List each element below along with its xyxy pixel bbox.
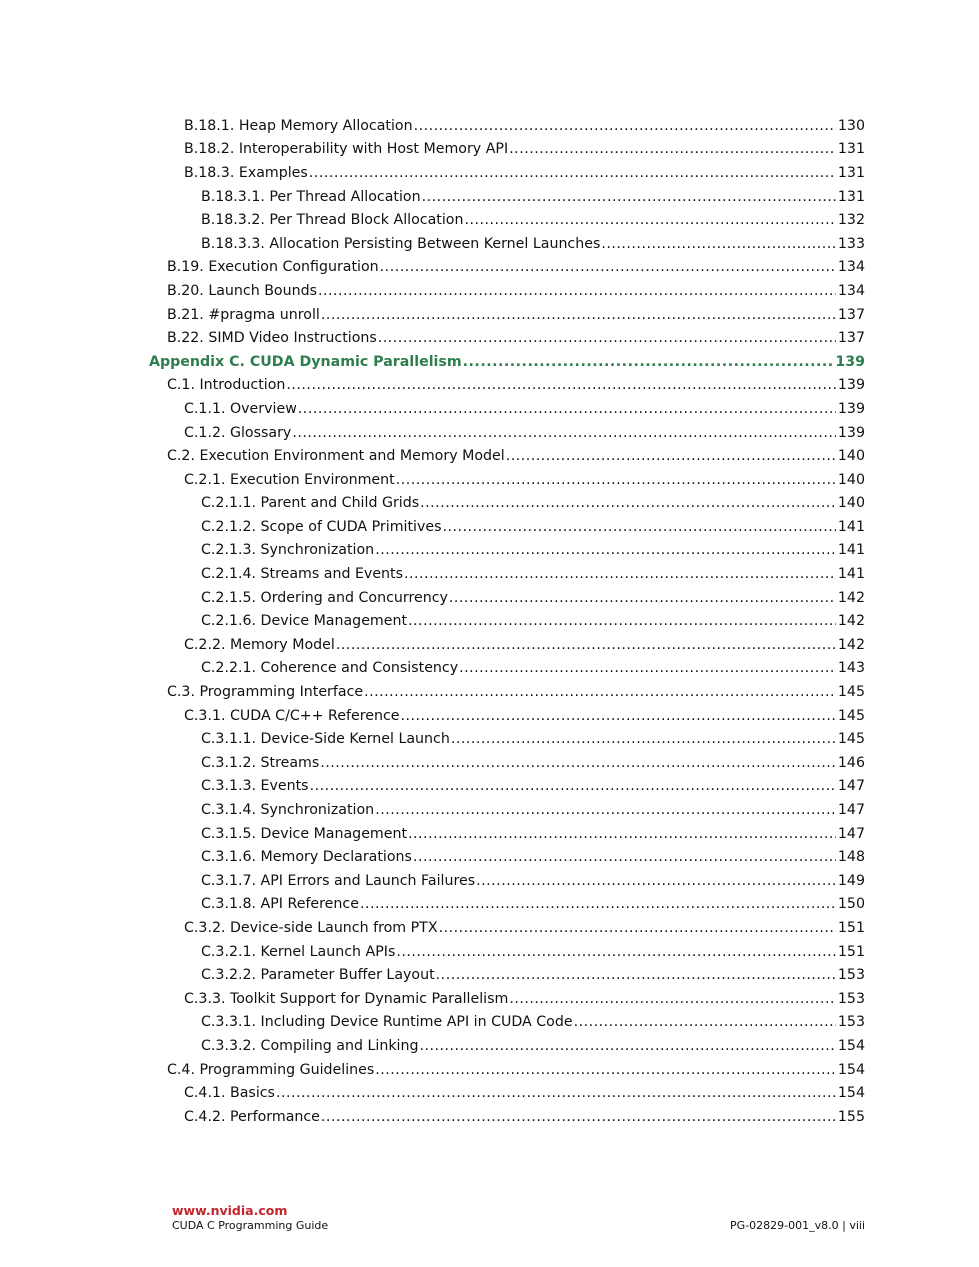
toc-page-number: 133 [837, 235, 865, 252]
toc-dot-leader [463, 354, 834, 370]
toc-entry[interactable] [0, 303, 979, 327]
toc-entry-label: C.2. Execution Environment and Memory Model [167, 448, 505, 465]
toc-dot-leader [459, 660, 836, 676]
toc-entry-label: C.3.3.2. Compiling and Linking [201, 1037, 419, 1054]
toc-page-number: 142 [837, 589, 865, 606]
toc-entry-label: C.3.1.1. Device-Side Kernel Launch [201, 731, 450, 748]
toc-page-number: 141 [837, 518, 865, 535]
toc-entry-label: B.20. Launch Bounds [167, 282, 317, 299]
toc-page-number: 137 [837, 306, 865, 323]
toc-dot-leader [422, 189, 836, 205]
toc-dot-leader [451, 731, 836, 747]
toc-page-number: 154 [837, 1037, 865, 1054]
toc-page-number: 139 [837, 377, 865, 394]
toc-entry[interactable] [0, 444, 979, 468]
toc-page-number: 134 [837, 259, 865, 276]
toc-entry-label: C.1.2. Glossary [184, 424, 292, 441]
toc-dot-leader [449, 590, 836, 606]
toc-entry-label: C.4.2. Performance [184, 1108, 320, 1125]
toc-entry-label: C.3.2. Device-side Launch from PTX [184, 919, 438, 936]
toc-entry[interactable] [0, 633, 979, 657]
toc-page-number: 151 [837, 943, 865, 960]
toc-entry-label: C.4. Programming Guidelines [167, 1061, 375, 1078]
toc-page-number: 131 [837, 164, 865, 181]
toc-entry-label: C.2.2.1. Coherence and Consistency [201, 660, 459, 677]
footer-url-link[interactable]: www.nvidia.com [172, 1203, 288, 1218]
toc-entry-label: B.18.3.2. Per Thread Block Allocation [201, 212, 464, 229]
toc-dot-leader [419, 1038, 835, 1054]
toc-page-number: 153 [837, 967, 865, 984]
toc-entry-label: C.4.1. Basics [184, 1085, 275, 1102]
toc-dot-leader [318, 283, 836, 299]
toc-dot-leader [292, 425, 836, 441]
toc-entry[interactable] [0, 775, 979, 799]
table-of-contents [0, 114, 979, 1129]
toc-entry-label: Appendix C. CUDA Dynamic Parallelism [149, 353, 462, 370]
toc-entry[interactable] [0, 680, 979, 704]
toc-entry[interactable] [0, 397, 979, 421]
toc-dot-leader [276, 1085, 836, 1101]
toc-entry-label: C.3.1.6. Memory Declarations [201, 849, 412, 866]
toc-page-number: 130 [837, 117, 865, 134]
toc-page-number: 139 [835, 353, 865, 370]
toc-page-number: 131 [837, 188, 865, 205]
toc-entry-label: C.3.3.1. Including Device Runtime API in CUDA Code [201, 1014, 573, 1031]
toc-entry-label: C.1. Introduction [167, 377, 286, 394]
toc-entry[interactable] [0, 1058, 979, 1082]
toc-page-number: 151 [837, 919, 865, 936]
toc-dot-leader [380, 259, 836, 275]
toc-entry[interactable] [0, 1011, 979, 1035]
toc-dot-leader [321, 307, 836, 323]
toc-dot-leader [408, 613, 836, 629]
toc-page-number: 154 [837, 1085, 865, 1102]
toc-entry-label: C.2.1.5. Ordering and Concurrency [201, 589, 448, 606]
toc-entry-label: C.2.1.3. Synchronization [201, 542, 375, 559]
toc-entry[interactable] [0, 893, 979, 917]
toc-entry-label: B.18.3.1. Per Thread Allocation [201, 188, 421, 205]
toc-dot-leader [375, 802, 836, 818]
toc-dot-leader [396, 944, 836, 960]
toc-page-number: 142 [837, 613, 865, 630]
toc-page-number: 143 [837, 660, 865, 677]
toc-entry[interactable] [0, 1105, 979, 1129]
toc-page-number: 155 [837, 1108, 865, 1125]
toc-dot-leader [360, 896, 836, 912]
toc-entry[interactable] [0, 609, 979, 633]
toc-entry[interactable] [0, 468, 979, 492]
toc-page-number: 154 [837, 1061, 865, 1078]
toc-entry[interactable] [0, 539, 979, 563]
toc-entry[interactable] [0, 751, 979, 775]
toc-dot-leader [401, 708, 836, 724]
footer-doc-id: PG-02829-001_v8.0 | viii [730, 1219, 865, 1232]
toc-entry[interactable] [0, 1034, 979, 1058]
toc-entry[interactable] [0, 704, 979, 728]
toc-dot-leader [601, 236, 836, 252]
toc-entry-label: B.18.2. Interoperability with Host Memory API [184, 141, 509, 158]
toc-entry[interactable] [0, 492, 979, 516]
toc-page-number: 153 [837, 1014, 865, 1031]
toc-page-number: 139 [837, 400, 865, 417]
toc-page-number: 145 [837, 731, 865, 748]
toc-page-number: 141 [837, 566, 865, 583]
toc-dot-leader [506, 448, 836, 464]
toc-page-number: 145 [837, 684, 865, 701]
toc-dot-leader [310, 778, 836, 794]
toc-entry-label: C.3. Programming Interface [167, 684, 364, 701]
toc-dot-leader [378, 330, 836, 346]
toc-entry-label: C.2.1.4. Streams and Events [201, 566, 404, 583]
toc-dot-leader [509, 991, 836, 1007]
toc-entry[interactable] [0, 208, 979, 232]
toc-dot-leader [574, 1014, 836, 1030]
toc-entry[interactable] [0, 562, 979, 586]
toc-page-number: 146 [837, 754, 865, 771]
toc-entry[interactable] [0, 845, 979, 869]
toc-entry[interactable] [0, 798, 979, 822]
toc-dot-leader [321, 1109, 836, 1125]
footer-left [172, 1203, 328, 1233]
toc-entry-label: C.2.1. Execution Environment [184, 471, 395, 488]
toc-entry-label: C.3.1.2. Streams [201, 754, 320, 771]
toc-page-number: 139 [837, 424, 865, 441]
toc-entry[interactable] [0, 727, 979, 751]
toc-entry-label: C.3.1.3. Events [201, 778, 309, 795]
toc-entry[interactable] [0, 657, 979, 681]
toc-entry[interactable] [0, 987, 979, 1011]
toc-entry-label: C.3.2.1. Kernel Launch APIs [201, 943, 396, 960]
toc-entry-label: C.2.1.6. Device Management [201, 613, 408, 630]
toc-page-number: 147 [837, 802, 865, 819]
toc-entry-label: B.22. SIMD Video Instructions [167, 330, 377, 347]
toc-dot-leader [336, 637, 836, 653]
toc-dot-leader [404, 566, 836, 582]
toc-dot-leader [320, 755, 836, 771]
toc-dot-leader [413, 849, 836, 865]
toc-dot-leader [443, 519, 836, 535]
toc-page-number: 134 [837, 282, 865, 299]
toc-entry-label: C.3.3. Toolkit Support for Dynamic Parallelism [184, 990, 509, 1007]
toc-dot-leader [464, 212, 835, 228]
toc-dot-leader [436, 967, 836, 983]
toc-entry[interactable] [0, 374, 979, 398]
toc-dot-leader [375, 1062, 836, 1078]
toc-dot-leader [509, 141, 836, 157]
toc-page-number: 147 [837, 825, 865, 842]
toc-page-number: 141 [837, 542, 865, 559]
toc-dot-leader [298, 401, 836, 417]
toc-entry-label: C.3.1.8. API Reference [201, 896, 359, 913]
toc-dot-leader [364, 684, 836, 700]
toc-entry[interactable] [0, 279, 979, 303]
toc-entry[interactable] [0, 1081, 979, 1105]
toc-entry-label: B.21. #pragma unroll [167, 306, 320, 323]
toc-entry[interactable] [0, 869, 979, 893]
toc-page-number: 137 [837, 330, 865, 347]
toc-entry-label: C.1.1. Overview [184, 400, 297, 417]
toc-page-number: 131 [837, 141, 865, 158]
toc-page-number: 132 [837, 212, 865, 229]
toc-entry[interactable] [0, 940, 979, 964]
toc-appendix-heading[interactable] [0, 350, 979, 374]
toc-entry[interactable] [0, 916, 979, 940]
toc-page-number: 140 [837, 495, 865, 512]
toc-dot-leader [408, 826, 836, 842]
toc-page-number: 150 [837, 896, 865, 913]
toc-entry-label: B.18.3. Examples [184, 164, 308, 181]
toc-page-number: 153 [837, 990, 865, 1007]
toc-entry[interactable] [0, 256, 979, 280]
toc-entry-label: B.18.3.3. Allocation Persisting Between Kernel Launches [201, 235, 601, 252]
toc-dot-leader [420, 495, 836, 511]
footer-guide-title: CUDA C Programming Guide [172, 1219, 329, 1232]
toc-dot-leader [476, 873, 836, 889]
toc-entry[interactable] [0, 185, 979, 209]
toc-entry[interactable] [0, 421, 979, 445]
toc-entry[interactable] [0, 114, 979, 138]
toc-entry[interactable] [0, 326, 979, 350]
toc-entry[interactable] [0, 515, 979, 539]
toc-dot-leader [414, 118, 836, 134]
toc-entry-label: C.2.2. Memory Model [184, 636, 335, 653]
toc-page-number: 140 [837, 448, 865, 465]
toc-dot-leader [286, 377, 836, 393]
toc-dot-leader [396, 472, 836, 488]
toc-entry-label: C.2.1.2. Scope of CUDA Primitives [201, 518, 442, 535]
toc-dot-leader [375, 542, 836, 558]
toc-page-number: 149 [837, 872, 865, 889]
toc-dot-leader [439, 920, 836, 936]
toc-entry[interactable] [0, 138, 979, 162]
toc-entry[interactable] [0, 161, 979, 185]
toc-entry[interactable] [0, 232, 979, 256]
toc-entry-label: B.19. Execution Configuration [167, 259, 379, 276]
toc-entry[interactable] [0, 822, 979, 846]
toc-entry-label: C.3.2.2. Parameter Buffer Layout [201, 967, 435, 984]
toc-entry-label: C.3.1.4. Synchronization [201, 802, 375, 819]
toc-entry-label: C.3.1.5. Device Management [201, 825, 408, 842]
toc-page-number: 140 [837, 471, 865, 488]
toc-entry[interactable] [0, 963, 979, 987]
toc-page-number: 147 [837, 778, 865, 795]
toc-entry-label: C.3.1. CUDA C/C++ Reference [184, 707, 400, 724]
toc-entry-label: C.2.1.1. Parent and Child Grids [201, 495, 420, 512]
toc-page-number: 145 [837, 707, 865, 724]
toc-page-number: 142 [837, 636, 865, 653]
toc-entry-label: C.3.1.7. API Errors and Launch Failures [201, 872, 476, 889]
toc-page-number: 148 [837, 849, 865, 866]
toc-dot-leader [309, 165, 836, 181]
toc-entry-label: B.18.1. Heap Memory Allocation [184, 117, 413, 134]
toc-entry[interactable] [0, 586, 979, 610]
